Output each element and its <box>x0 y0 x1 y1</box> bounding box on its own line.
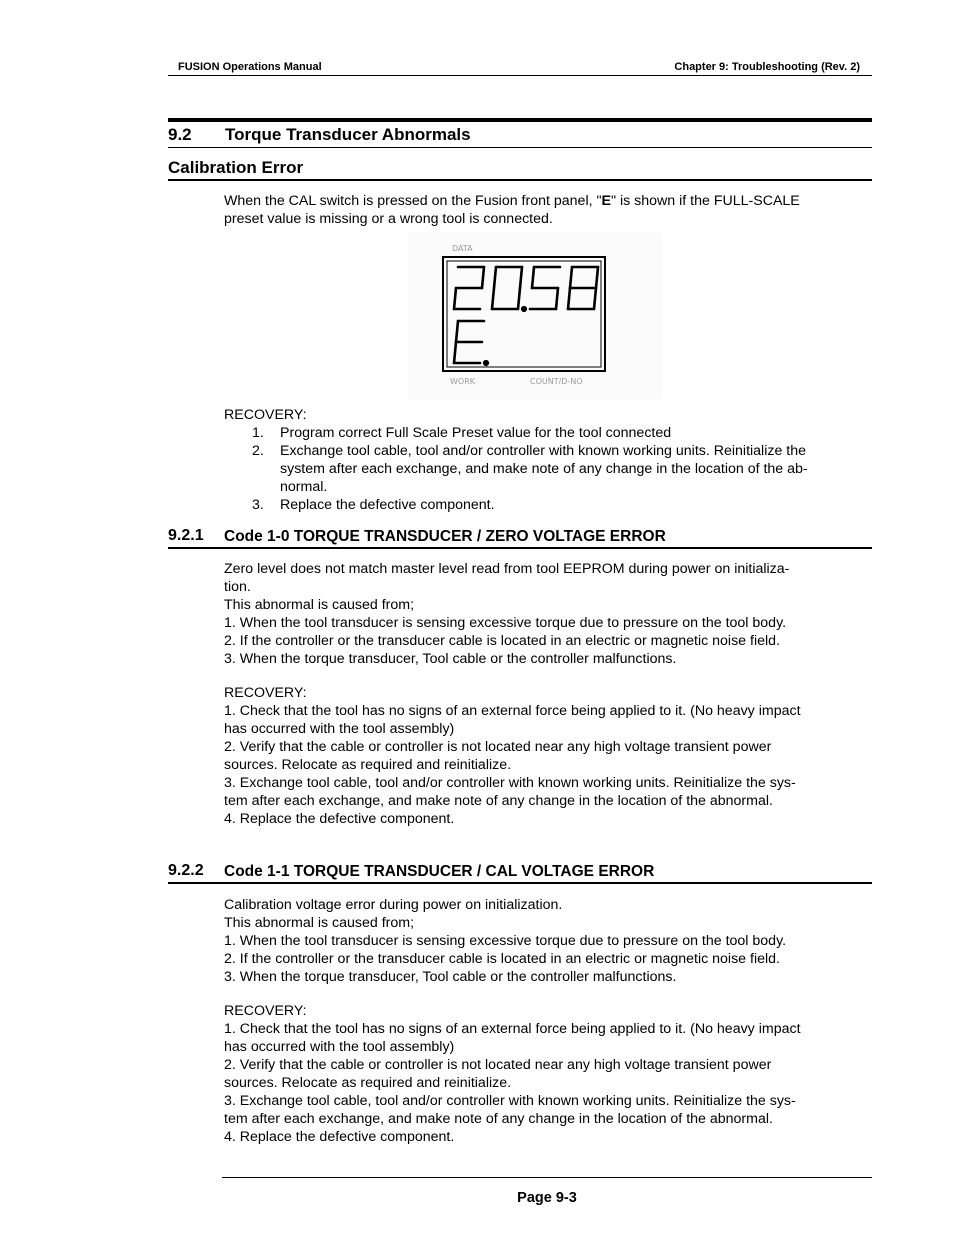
error-code-e: E <box>601 193 611 209</box>
footer-rule <box>222 1177 872 1178</box>
recovery-label: RECOVERY: <box>224 407 307 423</box>
lcd-decimal-point <box>484 361 488 365</box>
lcd-count-label: COUNT/D-NO <box>530 377 583 386</box>
code-1-0-title: Code 1-0 TORQUE TRANSDUCER / ZERO VOLTAGE ERROR <box>224 528 666 545</box>
lcd-segment <box>556 288 558 309</box>
calibration-error-heading: Calibration Error <box>168 158 304 177</box>
code-1-0-desc-line: This abnormal is caused from; <box>224 597 415 613</box>
code-1-1-rule <box>168 882 872 884</box>
lcd-decimal-point <box>522 307 526 311</box>
code-1-0-recovery-line: 4. Replace the defective component. <box>224 811 455 827</box>
lcd-segment <box>492 288 494 309</box>
lcd-segment <box>532 267 534 288</box>
code-1-0-recovery-line: 1. Check that the tool has no signs of an external force being applied to it. (No heavy impact <box>224 703 801 719</box>
section-number: 9.2 <box>168 125 192 144</box>
page-number: Page 9-3 <box>517 1190 577 1206</box>
code-1-0-recovery-line: tem after each exchange, and make note of any change in the location of the abnormal. <box>224 793 773 809</box>
recovery-step-text: Replace the defective component. <box>280 497 495 513</box>
recovery-step-number: 2. <box>252 443 264 459</box>
lcd-segment <box>570 267 572 288</box>
code-1-1-desc-line: 1. When the tool transducer is sensing excessive torque due to pressure on the tool body. <box>224 933 787 949</box>
lcd-segment <box>596 267 598 288</box>
recovery-step-text: Program correct Full Scale Preset value for the tool connected <box>280 425 672 441</box>
lcd-segment <box>454 288 456 309</box>
intro-text-before: When the CAL switch is pressed on the Fusion front panel, " <box>224 193 602 209</box>
code-1-0-desc-line: 1. When the tool transducer is sensing excessive torque due to pressure on the tool body. <box>224 615 787 631</box>
code-1-0-recovery-line: has occurred with the tool assembly) <box>224 721 455 737</box>
code-1-0-desc-line: 2. If the controller or the transducer cable is located in an electric or magnetic noise field. <box>224 633 780 649</box>
code-1-1-recovery-line: has occurred with the tool assembly) <box>224 1039 455 1055</box>
code-1-1-recovery-line: sources. Relocate as required and reinitialize. <box>224 1075 512 1091</box>
section-bottom-rule <box>168 147 872 148</box>
code-1-0-rule <box>168 547 872 549</box>
recovery-step <box>224 496 864 514</box>
section-top-rule <box>168 118 872 122</box>
lcd-segment <box>520 267 522 288</box>
code-1-0-desc-line: Zero level does not match master level read from tool EEPROM during power on initializa- <box>224 561 790 577</box>
code-1-0-recovery <box>224 702 864 828</box>
header-manual-title: FUSION Operations Manual <box>178 61 322 73</box>
code-1-1-desc-line: 3. When the torque transducer, Tool cable or the controller malfunctions. <box>224 969 677 985</box>
lcd-segment <box>518 288 520 309</box>
code-1-1-recovery <box>224 1020 864 1146</box>
page-header <box>168 61 872 76</box>
code-1-1-recovery-line: 3. Exchange tool cable, tool and/or controller with known working units. Reinitialize the sys- <box>224 1093 796 1109</box>
code-1-1-number: 9.2.2 <box>168 862 204 879</box>
lcd-segment <box>494 267 496 288</box>
code-1-0-number: 9.2.1 <box>168 527 204 544</box>
recovery-step-number: 1. <box>252 425 264 441</box>
code-1-1-recovery-label: RECOVERY: <box>224 1003 307 1019</box>
code-1-1-body <box>224 896 864 1146</box>
lcd-segment <box>454 342 456 363</box>
code-1-1-recovery-line: 4. Replace the defective component. <box>224 1129 455 1145</box>
code-1-0-recovery-label: RECOVERY: <box>224 685 307 701</box>
calibration-heading-rule <box>168 179 872 181</box>
lcd-frame-inner <box>447 261 601 367</box>
intro-text-line2: preset value is missing or a wrong tool is connected. <box>224 211 553 227</box>
lcd-segment <box>568 288 570 309</box>
code-1-0-recovery-line: sources. Relocate as required and reinitialize. <box>224 757 512 773</box>
section-title: Torque Transducer Abnormals <box>225 125 471 144</box>
recovery-step-number: 3. <box>252 497 264 513</box>
calibration-recovery-list <box>224 424 864 514</box>
calibration-recovery <box>224 406 864 514</box>
intro-text-after: " is shown if the FULL-SCALE <box>611 193 800 209</box>
code-1-1-desc-line: Calibration voltage error during power on initialization. <box>224 897 563 913</box>
lcd-data-label: DATA <box>452 244 473 253</box>
code-1-1-desc-line: This abnormal is caused from; <box>224 915 415 931</box>
code-1-1-description <box>224 896 864 986</box>
code-1-1-desc-line: 2. If the controller or the transducer cable is located in an electric or magnetic noise field. <box>224 951 780 967</box>
lcd-segment <box>456 321 458 342</box>
lcd-work-label: WORK <box>450 377 476 386</box>
recovery-step <box>224 442 864 496</box>
header-chapter-title: Chapter 9: Troubleshooting (Rev. 2) <box>674 61 860 73</box>
recovery-step-text: normal. <box>280 479 328 495</box>
recovery-step <box>224 424 864 442</box>
code-1-1-recovery-line: 2. Verify that the cable or controller is not located near any high voltage transient power <box>224 1057 772 1073</box>
code-1-1-recovery-line: 1. Check that the tool has no signs of an external force being applied to it. (No heavy impact <box>224 1021 801 1037</box>
lcd-frame-outer <box>443 257 605 371</box>
lcd-segment <box>594 288 596 309</box>
code-1-1-recovery-line: tem after each exchange, and make note of any change in the location of the abnormal. <box>224 1111 773 1127</box>
code-1-0-description <box>224 560 864 668</box>
code-1-0-recovery-line: 3. Exchange tool cable, tool and/or controller with known working units. Reinitialize the sys- <box>224 775 796 791</box>
recovery-step-text: Exchange tool cable, tool and/or controller with known working units. Reinitialize the <box>280 443 807 459</box>
calibration-intro <box>224 192 864 228</box>
lcd-display-illustration <box>408 233 662 399</box>
code-1-0-recovery-line: 2. Verify that the cable or controller is not located near any high voltage transient power <box>224 739 772 755</box>
code-1-0-desc-line: tion. <box>224 579 251 595</box>
code-1-1-title: Code 1-1 TORQUE TRANSDUCER / CAL VOLTAGE ERROR <box>224 863 655 880</box>
lcd-segment <box>482 267 484 288</box>
code-1-0-desc-line: 3. When the torque transducer, Tool cable or the controller malfunctions. <box>224 651 677 667</box>
lcd-seven-segment-digits <box>454 267 598 365</box>
code-1-0-body <box>224 560 864 828</box>
recovery-step-text: system after each exchange, and make note of any change in the location of the ab- <box>280 461 808 477</box>
lcd-display-svg <box>408 233 662 399</box>
